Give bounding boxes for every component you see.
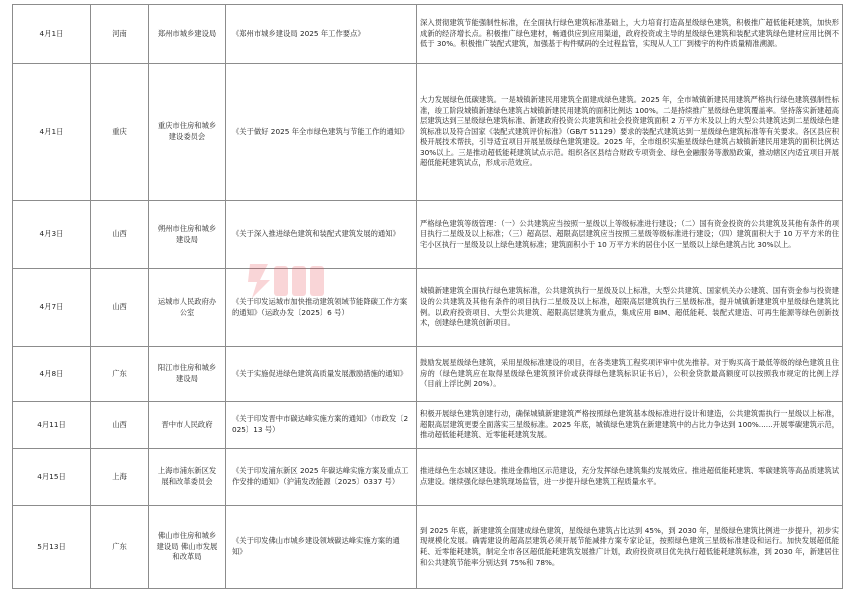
row-document: 《关于印发佛山市城乡建设领域碳达峰实施方案的通知》 bbox=[226, 506, 417, 589]
table-row bbox=[13, 449, 843, 506]
row-content: 推进绿色生态城区建设。推进金鼎地区示范建设，充分发挥绿色建筑集约发展效应。推进超低能耗建筑、零碳建筑等高品质建筑试点建设。继续强化绿色建筑现场监管，进一步提升绿色建筑工程质量水平。 bbox=[417, 449, 843, 506]
row-content: 深入贯彻建筑节能强制性标准，在全面执行绿色建筑标准基础上，大力培育打造高星级绿色建筑，积极推广超低能耗建筑，加快形成新的经济增长点。积极推广绿色建材，畅通供应到应用渠道，政府投资或主导的星级绿色建筑和装配式建筑绿色建材应用比例不低于 30%。积极推广装配式建筑，加强基于构件赋码的全过程监管，实现从人工厂到楼宇的构件质量精准溯源。 bbox=[417, 5, 843, 64]
row-region: 山西 bbox=[91, 269, 149, 347]
row-date: 4月1日 bbox=[13, 64, 91, 201]
row-date: 4月11日 bbox=[13, 402, 91, 449]
row-content: 鼓励发展星级绿色建筑，采用星级标准建设的项目，在各类建筑工程奖项评审中优先推荐。对于购买高于最低等级的绿色建筑且住房的（绿色建筑应在取得星级绿色建筑预评价或获得绿色建筑标识证书后），公积金贷款最高额度可以按照我市规定的比例上浮（目前上浮比例 20%）。 bbox=[417, 347, 843, 402]
row-issuer: 晋中市人民政府 bbox=[149, 402, 226, 449]
table-row bbox=[13, 5, 843, 64]
row-issuer: 朔州市住房和城乡建设局 bbox=[149, 201, 226, 269]
row-date: 4月7日 bbox=[13, 269, 91, 347]
row-document: 《关于印发浦东新区 2025 年碳达峰实施方案及重点工作安排的通知》（沪浦发改能源〔2025〕0337 号） bbox=[226, 449, 417, 506]
row-region: 广东 bbox=[91, 506, 149, 589]
policy-table bbox=[12, 4, 843, 589]
row-content: 大力发展绿色低碳建筑。一是城镇新建民用建筑全面建成绿色建筑。2025 年，全市城镇新建民用建筑严格执行绿色建筑强制性标准，竣工阶段城镇新建绿色建筑占城镇新建民用建筑的面积比例达 100%。二是持续推广星级绿色建筑覆盖率。坚持落实新建超高层建筑达到三星级绿色建筑标准、新建政府投资公共建筑和社会投资建筑面积 2 万平方米及以上的大型公共建筑达到二星级绿色建筑标准以及符合国家《装配式建筑评价标准》（GB/T 51129）要求的装配式建筑达到一星级绿色建筑标准等有关要求。各区县应积极开展技术帮扶，引导适宜项目开展星级绿色建筑建设。2025 年，全市组织实施星级绿色建筑占城镇新建民用建筑的面积比例达 30%以上。三是推动超低能耗建筑试点示范。组织各区县结合财政专项资金、绿色金融服务等激励政策，推动辖区内适宜项目开展超低能耗建筑试点，形成示范效应。 bbox=[417, 64, 843, 201]
row-issuer: 佛山市住房和城乡建设局 佛山市发展和改革局 bbox=[149, 506, 226, 589]
row-date: 4月15日 bbox=[13, 449, 91, 506]
row-date: 4月8日 bbox=[13, 347, 91, 402]
table-row bbox=[13, 269, 843, 347]
row-issuer: 郑州市城乡建设局 bbox=[149, 5, 226, 64]
row-content: 积极开展绿色建筑创建行动，确保城镇新建建筑严格按照绿色建筑基本级标准进行设计和建造，公共建筑需执行一星级以上标准，超限高层建筑更要全面落实三星级标准。2025 年底，城镇绿色建筑在新建建筑中的占比力争达到 100%......开展零碳建筑示范，推动超低能耗建筑、近零能耗建筑发展。 bbox=[417, 402, 843, 449]
table-row bbox=[13, 506, 843, 589]
row-region: 重庆 bbox=[91, 64, 149, 201]
table-row bbox=[13, 347, 843, 402]
row-region: 广东 bbox=[91, 347, 149, 402]
row-document: 《关于印发运城市加快推动建筑领域节能降碳工作方案的通知》（运政办发〔2025〕6 号） bbox=[226, 269, 417, 347]
row-region: 山西 bbox=[91, 201, 149, 269]
row-region: 山西 bbox=[91, 402, 149, 449]
row-issuer: 上海市浦东新区发展和改革委员会 bbox=[149, 449, 226, 506]
row-issuer: 重庆市住房和城乡建设委员会 bbox=[149, 64, 226, 201]
row-region: 上海 bbox=[91, 449, 149, 506]
row-date: 4月3日 bbox=[13, 201, 91, 269]
row-date: 4月1日 bbox=[13, 5, 91, 64]
row-document: 《关于实施促进绿色建筑高质量发展激励措施的通知》 bbox=[226, 347, 417, 402]
row-date: 5月13日 bbox=[13, 506, 91, 589]
row-region: 河南 bbox=[91, 5, 149, 64]
table-row bbox=[13, 201, 843, 269]
table-row bbox=[13, 64, 843, 201]
row-content: 到 2025 年底，新建建筑全面建成绿色建筑，星级绿色建筑占比达到 45%，到 2030 年，星级绿色建筑比例进一步提升，初步实现规模化发展。确需建设的超高层建筑必须开展节能减排方案专家论证，按照绿色建筑三星级标准建设和运行。加快发展超低能耗、近零能耗建筑，制定全市各区超低能耗建筑发展推广计划，政府投资项目优先执行超低能耗建筑标准，到 2030 年，新建居住和公共建筑节能率分别达到 75%和 78%。 bbox=[417, 506, 843, 589]
row-content: 城镇新建建筑全面执行绿色建筑标准，公共建筑执行一星级及以上标准，大型公共建筑、国家机关办公建筑、国有资金参与投资建设的公共建筑及其他有条件的项目执行二星级及以上标准，超限高层建筑执行三星级标准，提升城镇新建建筑中星级绿色建筑比例。以政府投资项目、大型公共建筑、超限高层建筑为重点，集成应用 BIM、超低能耗、装配式建造、可再生能源等绿色创新技术，创建绿色建筑创新项目。 bbox=[417, 269, 843, 347]
row-document: 《郑州市城乡建设局 2025 年工作要点》 bbox=[226, 5, 417, 64]
row-issuer: 运城市人民政府办公室 bbox=[149, 269, 226, 347]
row-document: 《关于深入推进绿色建筑和装配式建筑发展的通知》 bbox=[226, 201, 417, 269]
row-content: 严格绿色建筑等级管理：（一）公共建筑应当按照一星级以上等级标准进行建设；（二）国有资金投资的公共建筑及其他有条件的项目执行二星级及以上标准；（三）超高层、超限高层建筑应当按照三星级等级标准进行建设；（四）建筑面积大于 10 万平方米的住宅小区执行一星级及以上绿色建筑标准；建筑面积小于 10 万平方米的居住小区一星级以上绿色建筑占比 30%以上。 bbox=[417, 201, 843, 269]
row-issuer: 阳江市住房和城乡建设局 bbox=[149, 347, 226, 402]
row-document: 《关于做好 2025 年全市绿色建筑与节能工作的通知》 bbox=[226, 64, 417, 201]
table-row bbox=[13, 402, 843, 449]
row-document: 《关于印发晋中市碳达峰实施方案的通知》（市政发〔2025〕13 号） bbox=[226, 402, 417, 449]
